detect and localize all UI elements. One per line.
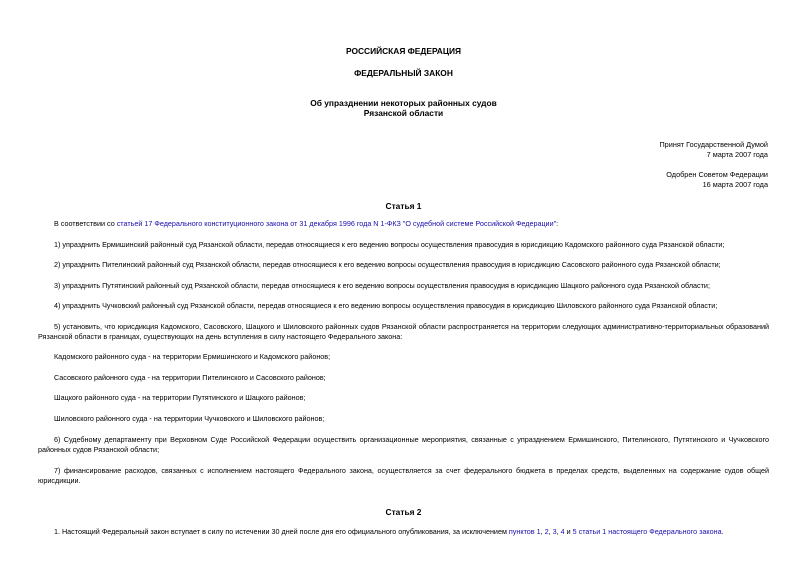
doc-type-heading: ФЕДЕРАЛЬНЫЙ ЗАКОН bbox=[354, 68, 453, 78]
law-title-line1: Об упразднении некоторых районных судов bbox=[310, 98, 497, 108]
article2-p1-prefix: 1. Настоящий Федеральный закон вступает в силу по истечении 30 дней после дня его официального опубликования, за исключением bbox=[54, 527, 509, 536]
council-approval-label: Одобрен Советом Федерации bbox=[666, 170, 768, 179]
duma-adoption-label: Принят Государственной Думой bbox=[659, 140, 768, 149]
article1-item7: 7) финансирование расходов, связанных с исполнением настоящего Федерального закона, осуществляется за счет федерального бюджета в пределах средств, выделенных на содержание судов общей юрисдикции. bbox=[38, 466, 769, 485]
jurisdiction-shatsk: Шацкого районного суда - на территории Путятинского и Шацкого районов; bbox=[54, 393, 306, 402]
article17-fkz-link[interactable]: статьей 17 Федерального конституционного закона от 31 декабря 1996 года N 1-ФКЗ "О судебной системе Российской Федерации" bbox=[116, 219, 557, 228]
jurisdiction-shilovo: Шиловского районного суда - на территории Чучковского и Шиловского районов; bbox=[54, 414, 325, 423]
article1-item1: 1) упразднить Ермишинский районный суд Рязанской области, передав относящиеся к его ведению вопросы осуществления правосудия в юрисдикцию Кадомского районного суда Рязанской области; bbox=[54, 240, 725, 249]
point4-link[interactable]: 4 bbox=[560, 527, 565, 536]
country-heading: РОССИЙСКАЯ ФЕДЕРАЦИЯ bbox=[345, 46, 462, 56]
article1-item5: 5) установить, что юрисдикция Кадомского, Сасовского, Шацкого и Шиловского районных судов Рязанской области распространяется на территории следующих административно-территориальных образований Рязанской области в границах, существующих на день вступления в силу настоящего Федерального закона: bbox=[38, 322, 769, 341]
law-title-line2: Рязанской области bbox=[363, 108, 444, 118]
article2-heading: Статья 2 bbox=[385, 507, 422, 517]
jurisdiction-sasovo: Сасовского районного суда - на территории Пителинского и Сасовского районов; bbox=[54, 373, 326, 382]
article1-intro-prefix: В соответствии со bbox=[54, 219, 117, 228]
and-separator: и bbox=[564, 527, 573, 536]
article1-heading: Статья 1 bbox=[385, 201, 422, 211]
article1-intro-suffix: : bbox=[556, 219, 559, 228]
article1-item4: 4) упразднить Чучковский районный суд Рязанской области, передав относящиеся к его ведению вопросы осуществления правосудия в юрисдикцию Шиловского районного суда Рязанской области; bbox=[54, 301, 718, 310]
point2-link[interactable]: 2 bbox=[544, 527, 549, 536]
council-approval-date: 16 марта 2007 года bbox=[702, 180, 768, 189]
point1-link[interactable]: пунктов 1 bbox=[508, 527, 541, 536]
point5-article1-link[interactable]: 5 статьи 1 настоящего Федерального закона bbox=[572, 527, 722, 536]
article2-paragraph1 bbox=[38, 527, 769, 537]
comma-separator: , bbox=[548, 527, 553, 536]
article1-item3: 3) упразднить Путятинский районный суд Рязанской области, передав относящиеся к его ведению вопросы осуществления правосудия в юрисдикцию Шацкого районного суда Рязанской области; bbox=[54, 281, 710, 290]
article1-intro bbox=[38, 219, 769, 229]
comma-separator: , bbox=[540, 527, 545, 536]
duma-adoption-date: 7 марта 2007 года bbox=[706, 150, 768, 159]
article1-item6: 6) Судебному департаменту при Верховном Суде Российской Федерации осуществить организационные мероприятия, связанные с упразднением Ермишинского, Пителинского, Путятинского и Чучковского районных судов Рязанской области; bbox=[38, 435, 769, 454]
jurisdiction-kadom: Кадомского районного суда - на территории Ермишинского и Кадомского районов; bbox=[54, 352, 331, 361]
comma-separator: , bbox=[556, 527, 561, 536]
article1-item2: 2) упразднить Пителинский районный суд Рязанской области, передав относящиеся к его ведению вопросы осуществления правосудия в юрисдикцию Сасовского районного суда Рязанской области; bbox=[54, 260, 721, 269]
article2-p1-suffix: . bbox=[721, 527, 724, 536]
point3-link[interactable]: 3 bbox=[552, 527, 557, 536]
